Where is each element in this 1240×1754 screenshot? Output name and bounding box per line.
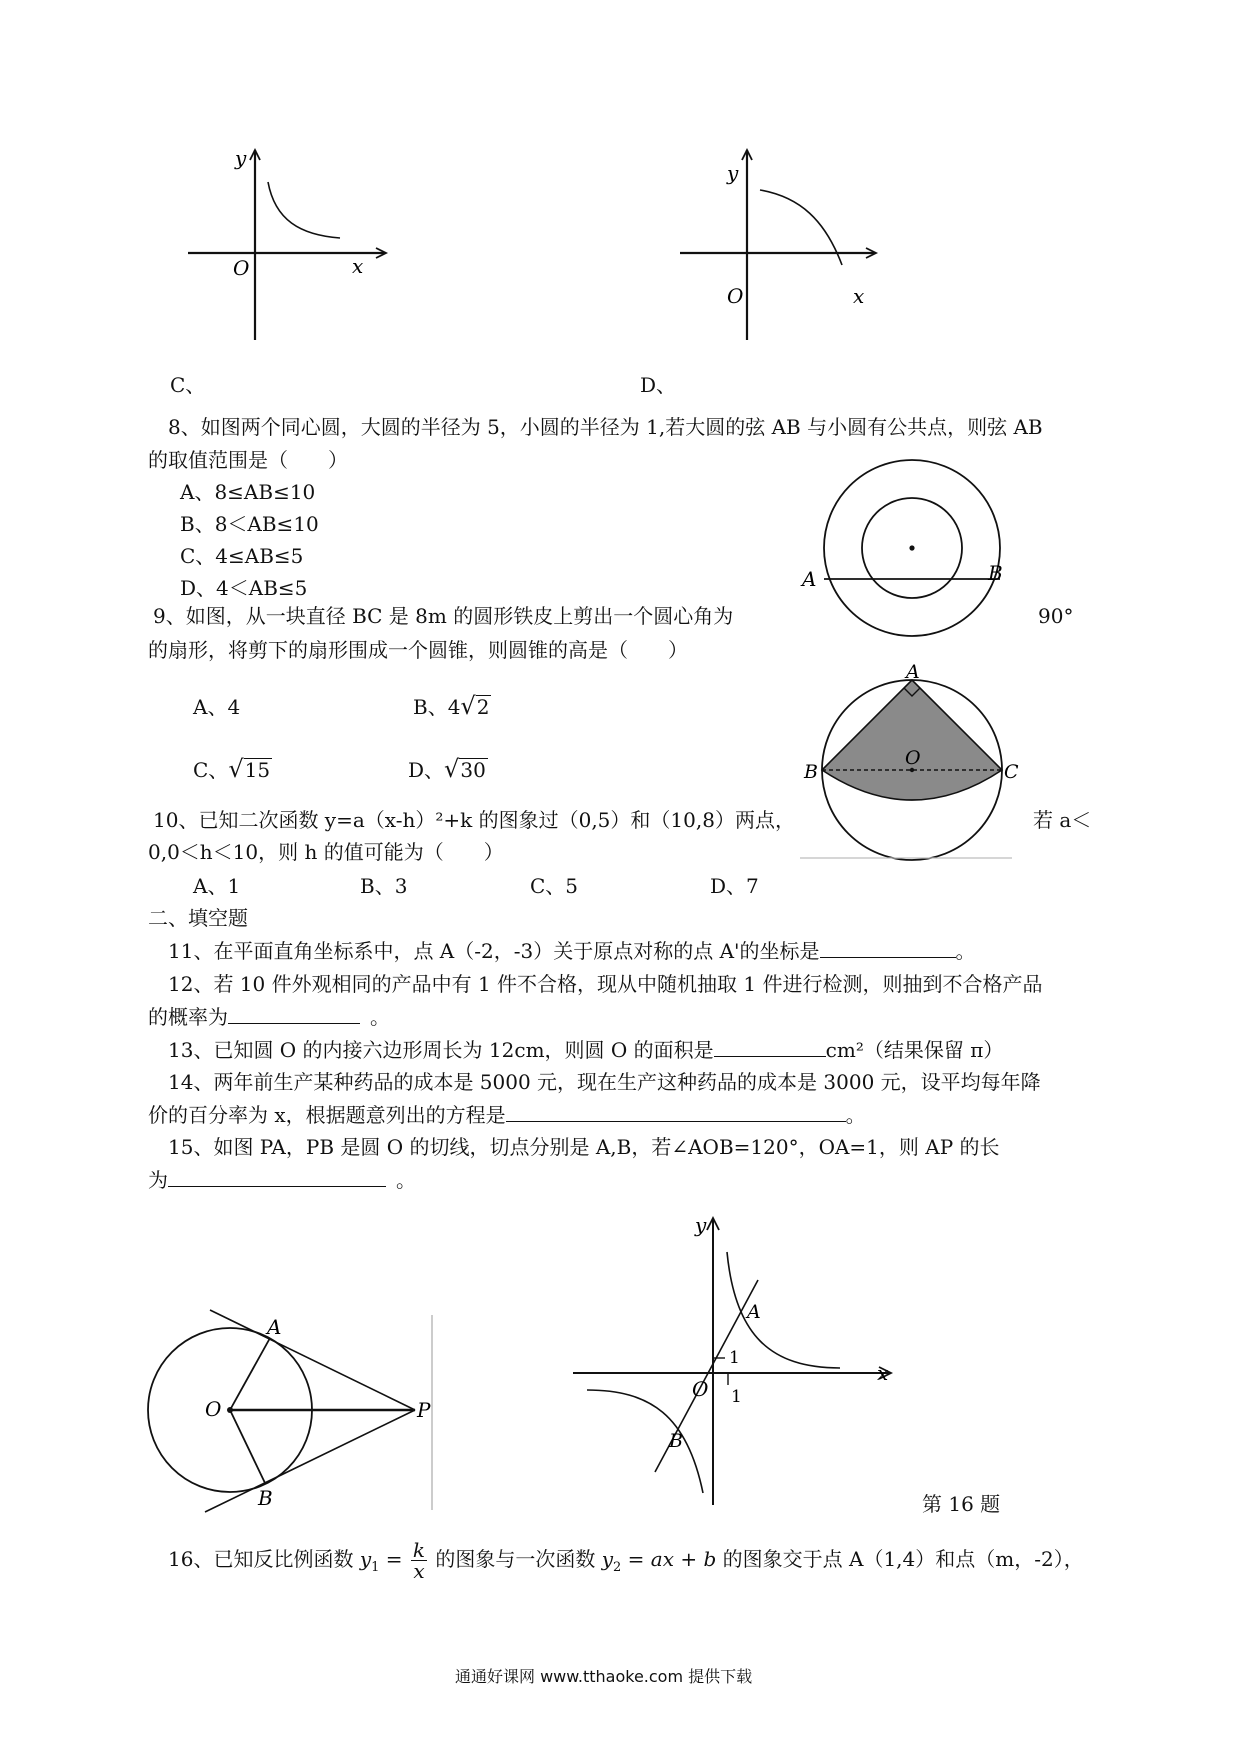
q8-option-d: D、4＜AB≤5	[180, 576, 308, 600]
q9-option-d-prefix: D、	[408, 758, 445, 782]
q11-end: 。	[955, 939, 976, 963]
q11	[168, 937, 976, 965]
point-b-label: B	[804, 761, 818, 783]
q16-linear-rhs: = ax + b	[621, 1547, 717, 1571]
q15-tangent-figure	[140, 1300, 450, 1520]
point-o-label: O	[205, 1397, 222, 1421]
q11-text: 11、在平面直角坐标系中，点 A（-2，-3）关于原点对称的点 A'的坐标是	[168, 939, 820, 963]
q15-line1: 15、如图 PA，PB 是圆 O 的切线，切点分别是 A,B，若∠AOB=120°，OA=1，则 AP 的长	[168, 1135, 1000, 1159]
q13	[168, 1036, 1003, 1064]
q15-line2	[148, 1166, 416, 1194]
q9-stem-line2: 的扇形，将剪下的扇形围成一个圆锥，则圆锥的高是（ ）	[148, 638, 688, 662]
q15-answer-blank[interactable]	[168, 1166, 386, 1187]
point-b-label: B	[669, 1430, 683, 1452]
q12-line2-text: 的概率为	[148, 1005, 228, 1029]
q8-stem-line2: 的取值范围是（ ）	[148, 448, 348, 472]
axis-y-label: y	[235, 146, 247, 170]
q9-option-b-prefix: B、4	[413, 695, 461, 719]
tick-1-y-label: 1	[729, 1348, 740, 1368]
q8-concentric-circles-figure	[800, 458, 1030, 638]
q7-option-d-label: D、	[640, 373, 677, 397]
q16-text-end: 的图象交于点 A（1,4）和点（m，-2），	[716, 1547, 1084, 1571]
q10-stem-line2: 0,0＜h＜10，则 h 的值可能为（ ）	[148, 840, 504, 864]
sqrt-sign: √	[228, 755, 244, 783]
q9-option-b	[413, 692, 491, 721]
q7-graph-d	[665, 145, 885, 385]
q9-option-d-radicand: 30	[460, 758, 486, 782]
axis-x-label: x	[853, 284, 865, 308]
sqrt-sign: √	[444, 755, 460, 783]
q16-y1-subscript: 1	[371, 1560, 380, 1575]
q7-option-c-label: C、	[170, 373, 206, 397]
q9-sector-figure	[800, 661, 1020, 868]
axis-y-label: y	[727, 161, 739, 185]
q16-fraction-denominator: x	[413, 1559, 425, 1583]
point-b-label: B	[988, 561, 1003, 585]
q10-option-d: D、7	[710, 874, 759, 898]
q14-line2	[148, 1101, 866, 1129]
q16-fraction	[411, 1540, 427, 1581]
q16-fraction-numerator: k	[412, 1538, 426, 1562]
q8-option-a: A、8≤AB≤10	[180, 480, 316, 504]
origin-label: O	[727, 284, 744, 308]
q14-end: 。	[845, 1103, 866, 1127]
point-a-label: A	[802, 567, 817, 591]
q16-figure-caption: 第 16 题	[922, 1492, 1001, 1516]
origin-label: O	[233, 256, 250, 280]
q16-y2: y	[601, 1547, 614, 1571]
q11-answer-blank[interactable]	[820, 937, 956, 958]
q14-line2-text: 价的百分率为 x，根据题意列出的方程是	[148, 1103, 506, 1127]
q12-line1: 12、若 10 件外观相同的产品中有 1 件不合格，现从中随机抽取 1 件进行检测，则抽到不合格产品	[168, 972, 1043, 996]
page-footer: 通通好课网 www.tthaoke.com 提供下载	[455, 1667, 753, 1686]
q14-line1: 14、两年前生产某种药品的成本是 5000 元，现在生产这种药品的成本是 3000 元，设平均每年降	[168, 1070, 1041, 1094]
q16-text-mid: 的图象与一次函数	[429, 1547, 602, 1571]
section-title: 二、填空题	[148, 906, 248, 930]
q10-stem-line1: 10、已知二次函数 y=a（x-h）²+k 的图象过（0,5）和（10,8）两点，	[153, 808, 795, 832]
q16-stem	[168, 1540, 1084, 1582]
q16-y2-subscript: 2	[613, 1560, 622, 1575]
q9-option-c	[193, 755, 272, 784]
point-a-label: A	[906, 661, 920, 683]
q16-y1: y	[359, 1547, 372, 1571]
q14-answer-blank[interactable]	[506, 1101, 846, 1122]
q9-option-d	[408, 755, 488, 784]
q13-unit: cm²（结果保留 π）	[825, 1038, 1004, 1062]
q8-stem-line1: 8、如图两个同心圆，大圆的半径为 5，小圆的半径为 1,若大圆的弦 AB 与小圆有公共点，则弦 AB	[168, 415, 1043, 439]
q9-option-c-radicand: 15	[244, 758, 271, 782]
q9-option-a: A、4	[193, 695, 241, 719]
point-a-label: A	[267, 1315, 282, 1339]
q16-equals: =	[379, 1547, 409, 1571]
point-a-label: A	[747, 1301, 761, 1323]
q9-option-c-prefix: C、	[193, 758, 229, 782]
q9-stem-tail: 90°	[1038, 604, 1074, 628]
point-p-label: P	[417, 1398, 431, 1422]
q10-option-a: A、1	[193, 874, 241, 898]
origin-label: O	[692, 1377, 709, 1401]
q9-stem-line1: 9、如图，从一块直径 BC 是 8m 的圆形铁皮上剪出一个圆心角为	[153, 604, 734, 628]
point-o-label: O	[905, 747, 921, 769]
q15-line2-text: 为	[148, 1168, 168, 1192]
q8-option-b: B、8＜AB≤10	[180, 512, 319, 536]
q12-end: 。	[370, 1005, 390, 1029]
q7-graph-c	[180, 145, 400, 385]
q12-line2	[148, 1003, 390, 1031]
q12-answer-blank[interactable]	[228, 1003, 360, 1024]
q13-answer-blank[interactable]	[714, 1036, 826, 1057]
q10-option-c: C、5	[530, 874, 579, 898]
axis-x-label: x	[352, 254, 364, 278]
point-b-label: B	[258, 1486, 273, 1510]
sqrt-sign: √	[460, 692, 476, 720]
q9-option-b-radicand: 2	[476, 695, 490, 719]
axis-y-label: y	[695, 1213, 707, 1237]
tick-1-x-label: 1	[731, 1387, 742, 1407]
axis-x-label: x	[877, 1361, 889, 1385]
q10-stem-tail: 若 a＜	[1033, 808, 1092, 832]
q13-text: 13、已知圆 O 的内接六边形周长为 12cm，则圆 O 的面积是	[168, 1038, 714, 1062]
q15-end: 。	[396, 1168, 416, 1192]
point-c-label: C	[1004, 761, 1019, 783]
q10-option-b: B、3	[360, 874, 408, 898]
q16-function-figure	[565, 1210, 895, 1510]
q8-option-c: C、4≤AB≤5	[180, 544, 304, 568]
q16-text-start: 16、已知反比例函数	[168, 1547, 360, 1571]
